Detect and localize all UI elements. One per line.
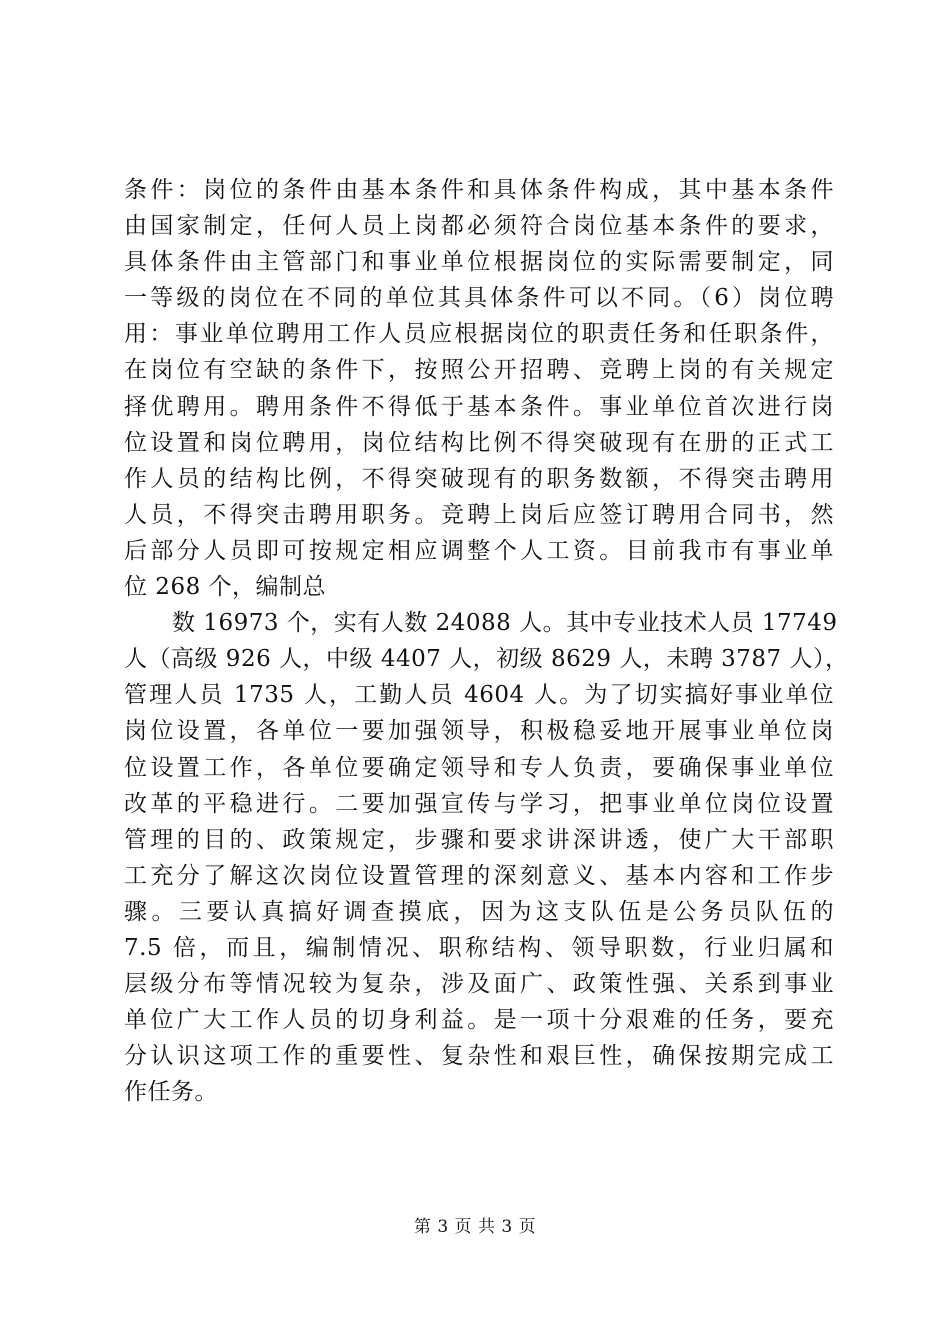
text-line: 作人员的结构比例，不得突破现有的职务数额，不得突击聘用 — [124, 465, 834, 492]
text-line: 用：事业单位聘用工作人员应根据岗位的职责任务和任职条件， — [124, 321, 834, 348]
text-line: 层级分布等情况较为复杂，涉及面广、政策性强、关系到事业 — [124, 971, 834, 998]
text-line: 岗位设置，各单位一要加强领导，积极稳妥地开展事业单位岗 — [124, 718, 834, 745]
text-line: 7.5 倍，而且，编制情况、职称结构、领导职数，行业归属和 — [124, 934, 834, 961]
text-line: 由国家制定，任何人员上岗都必须符合岗位基本条件的要求， — [124, 213, 834, 240]
text-line: 后部分人员即可按规定相应调整个人工资。目前我市有事业单 — [124, 537, 834, 564]
paragraph-1 — [124, 172, 834, 605]
text-line: 人（高级 926 人，中级 4407 人，初级 8629 人，未聘 3787 人）， — [124, 646, 849, 673]
text-line: 骤。三要认真搞好调查摸底，因为这支队伍是公务员队伍的 — [124, 898, 834, 925]
text-line: 条件：岗位的条件由基本条件和具体条件构成，其中基本条件 — [124, 177, 834, 203]
text-line: 数 16973 个，实有人数 24088 人。其中专业技术人员 17749 — [172, 610, 838, 637]
text-line: 一等级的岗位在不同的单位其具体条件可以不同。（6）岗位聘 — [124, 285, 834, 312]
page-number-footer: 第 3 页 共 3 页 — [413, 1217, 537, 1237]
text-line: 具体条件由主管部门和事业单位根据岗位的实际需要制定，同 — [124, 249, 834, 276]
text-line: 人员，不得突击聘用职务。竞聘上岗后应签订聘用合同书，然 — [124, 501, 834, 528]
text-line: 位设置工作，各单位要确定领导和专人负责，要确保事业单位 — [124, 754, 834, 781]
text-line: 位设置和岗位聘用，岗位结构比例不得突破现有在册的正式工 — [124, 429, 834, 456]
body-text — [124, 172, 849, 1110]
text-line: 管理人员 1735 人，工勤人员 4604 人。为了切实搞好事业单位 — [124, 682, 834, 709]
paragraph-2 — [124, 605, 849, 1110]
text-line: 位 268 个，编制总 — [124, 574, 327, 601]
text-line: 单位广大工作人员的切身利益。是一项十分艰难的任务，要充 — [124, 1007, 834, 1034]
text-line: 在岗位有空缺的条件下，按照公开招聘、竞聘上岗的有关规定 — [124, 357, 834, 384]
text-line: 作任务。 — [124, 1079, 218, 1106]
text-line: 管理的目的、政策规定，步骤和要求讲深讲透，使广大干部职 — [124, 826, 834, 853]
text-line: 改革的平稳进行。二要加强宣传与学习，把事业单位岗位设置 — [124, 790, 834, 817]
text-line: 工充分了解这次岗位设置管理的深刻意义、基本内容和工作步 — [124, 862, 834, 889]
text-line: 分认识这项工作的重要性、复杂性和艰巨性，确保按期完成工 — [124, 1043, 834, 1070]
text-line: 择优聘用。聘用条件不得低于基本条件。事业单位首次进行岗 — [124, 393, 834, 420]
